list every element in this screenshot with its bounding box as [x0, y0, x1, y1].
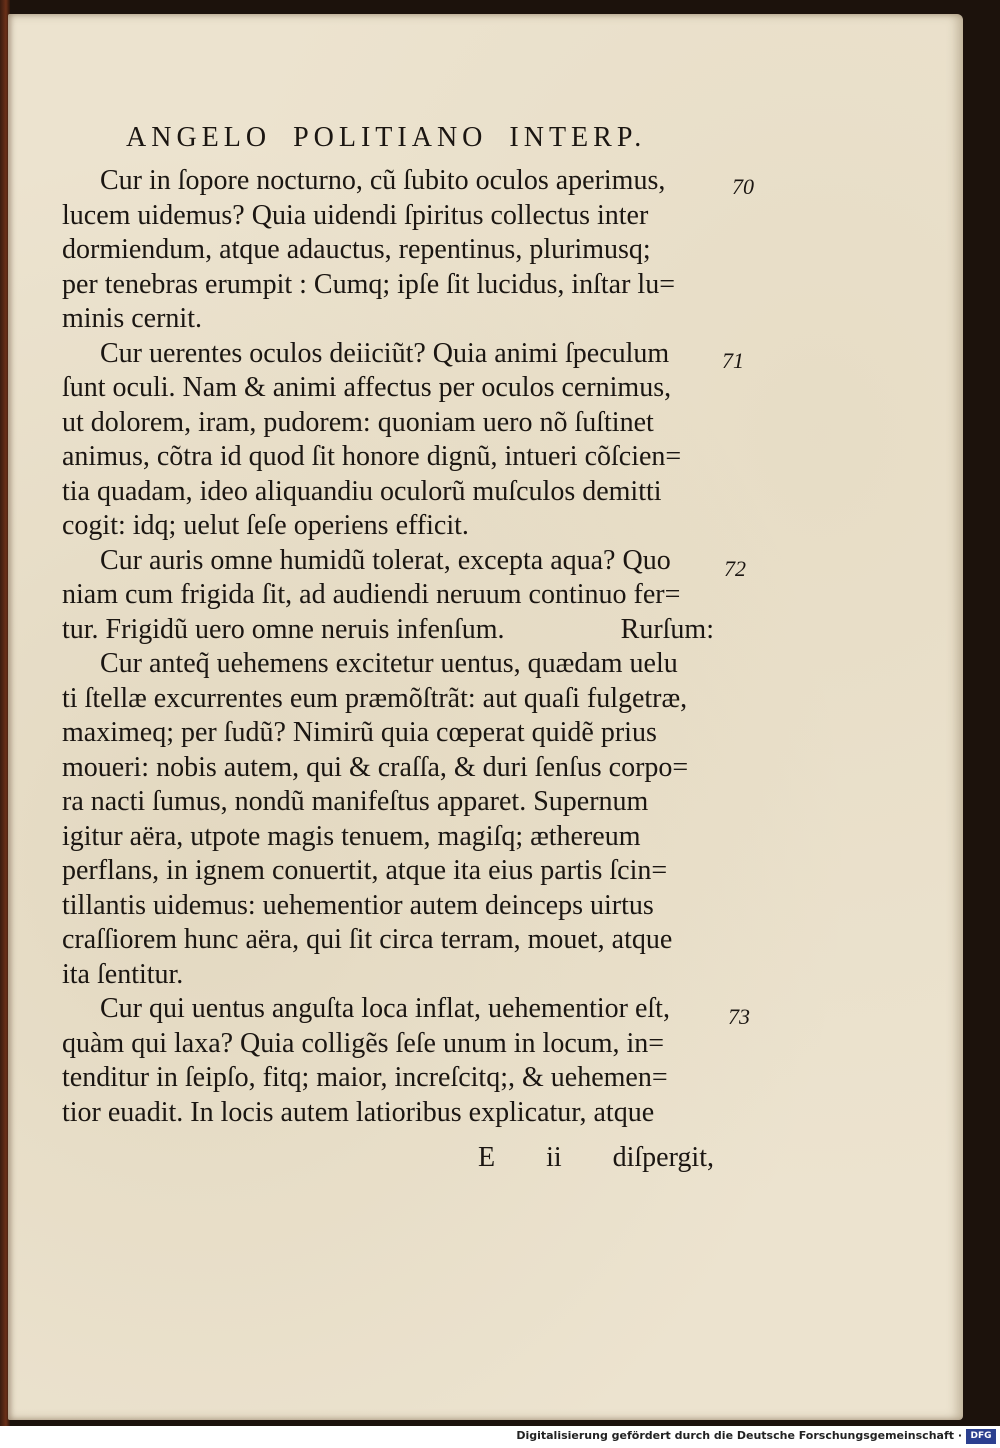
text-line: ti ſtellæ excurrentes eum præmõſtrãt: aut quaſi fulgetræ,	[62, 682, 688, 714]
funding-notice: Digitalisierung gefördert durch die Deutsche Forschungsgemeinschaft ·	[516, 1429, 962, 1442]
paragraph-72	[62, 544, 714, 648]
text-line: craſſiorem hunc aëra, qui ſit circa terram, mouet, atque	[62, 924, 673, 955]
text-line: Cur uerentes oculos deiiciũt? Quia animi ſpeculum	[100, 337, 670, 369]
margin-number-70: 70	[732, 174, 754, 199]
book-page	[8, 14, 963, 1420]
text-line: tia quadam, ideo aliquandiu oculorũ muſculos demitti	[62, 475, 662, 507]
text-line: animus, cõtra id quod ſit honore dignũ, intueri cõſcien=	[62, 441, 682, 472]
paragraph-70	[62, 164, 714, 337]
text-line: ſunt oculi. Nam & animi affectus per oculos cernimus,	[62, 372, 672, 403]
text-line: Cur qui uentus anguſta loca inflat, uehementior eſt,	[100, 993, 670, 1024]
text-line: igitur aëra, utpote magis tenuem, magiſq; æthereum	[62, 820, 641, 852]
text-line: ra nacti ſumus, nondũ manifeſtus apparet. Supernum	[62, 786, 649, 817]
body-text	[62, 164, 714, 1130]
paragraph-73	[62, 992, 714, 1130]
signature-catchline	[478, 1142, 714, 1174]
text-line: tillantis uidemus: uehementior autem deinceps uirtus	[62, 889, 654, 921]
text-line-trailing: Rurſum:	[620, 613, 714, 645]
text-line: moueri: nobis autem, qui & craſſa, & duri ſenſus corpo=	[62, 751, 689, 783]
text-line-main: tur. Frigidũ uero omne neruis infenſum.	[62, 613, 505, 645]
text-line: ita ſentitur.	[62, 958, 184, 990]
margin-number-71: 71	[722, 348, 744, 373]
text-line: tenditur in ſeipſo, fitq; maior, increſcitq;, & uehemen=	[62, 1062, 668, 1093]
text-line: perflans, in ignem conuertit, atque ita eius partis ſcin=	[62, 855, 668, 886]
margin-number-73: 73	[728, 1004, 750, 1029]
text-line	[62, 613, 714, 648]
catchword: diſpergit,	[612, 1142, 714, 1173]
text-line: tior euadit. In locis autem latioribus explicatur, atque	[62, 1096, 655, 1128]
signature-leaf: ii	[546, 1142, 562, 1173]
text-line: Cur auris omne humidũ tolerat, excepta aqua? Quo	[100, 544, 671, 576]
text-line: quàm qui laxa? Quia colligẽs ſeſe unum in locum, in=	[62, 1027, 665, 1059]
dfg-logo[interactable]: DFG	[966, 1429, 996, 1444]
margin-number-72: 72	[724, 556, 746, 581]
text-line: Cur anteq̃ uehemens excitetur uentus, quædam uelu	[100, 648, 678, 679]
paragraph-72-rursum	[62, 647, 714, 992]
signature-mark: E	[478, 1142, 496, 1173]
paragraph-71	[62, 337, 714, 544]
text-line: cogit: idq; uelut ſeſe operiens efficit.	[62, 510, 469, 541]
digitization-footer	[0, 1426, 1000, 1448]
text-line: maximeq; per ſudũ? Nimirũ quia cœperat quidẽ prius	[62, 717, 657, 748]
text-line: dormiendum, atque adauctus, repentinus, plurimusq;	[62, 234, 651, 265]
text-line: Cur in ſopore nocturno, cũ ſubito oculos aperimus,	[100, 165, 666, 196]
text-line: ut dolorem, iram, pudorem: quoniam uero nõ ſuſtinet	[62, 406, 654, 438]
text-line: lucem uidemus? Quia uidendi ſpiritus collectus inter	[62, 199, 649, 231]
text-line: niam cum frigida ſit, ad audiendi neruum continuo fer=	[62, 579, 681, 610]
running-head: ANGELO POLITIANO INTERP.	[126, 122, 647, 153]
text-line: per tenebras erumpit : Cumq; ipſe ſit lucidus, inſtar lu=	[62, 268, 676, 300]
text-line: minis cernit.	[62, 303, 202, 334]
